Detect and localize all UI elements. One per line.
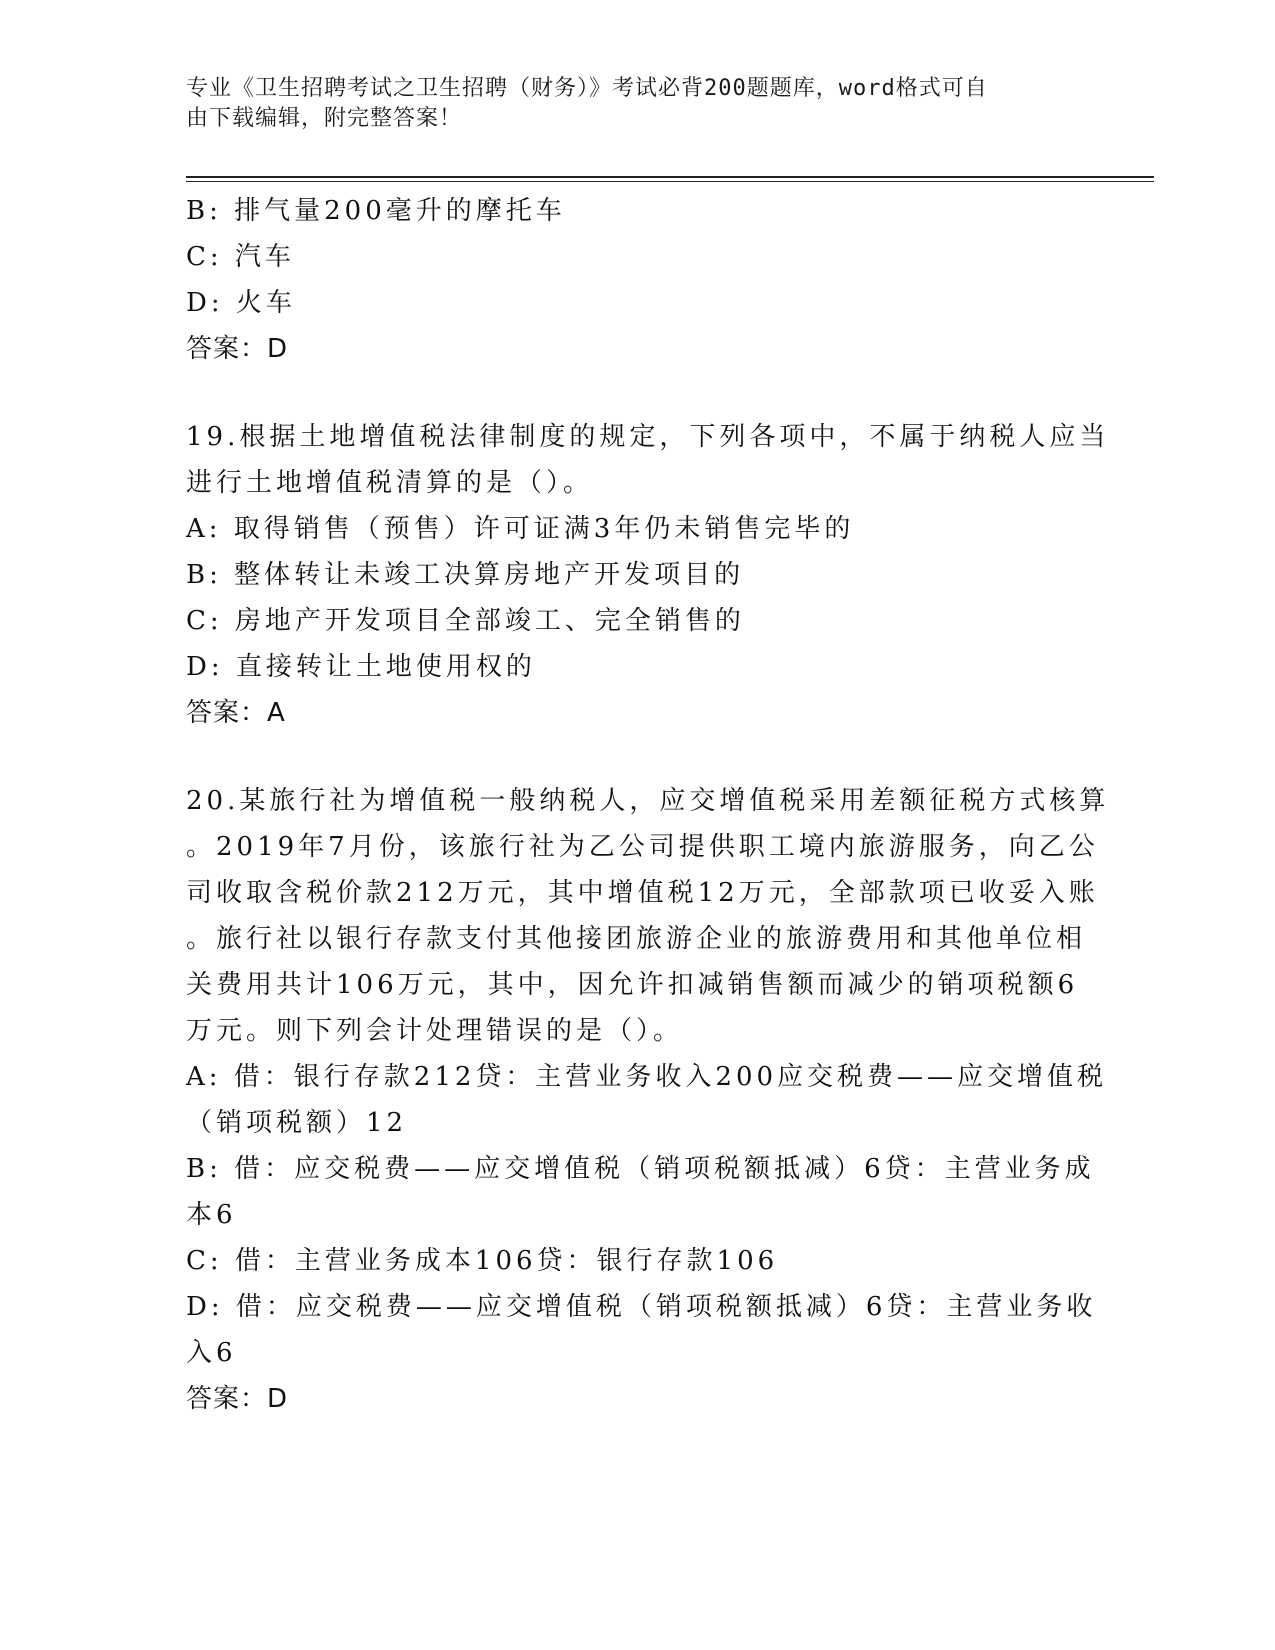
document-body <box>186 188 1110 1422</box>
header-line: 专业《卫生招聘考试之卫生招聘（财务）》考试必背200题题库，word格式可自 <box>186 76 988 101</box>
question-text: 。旅行社以银行存款支付其他接团旅游企业的旅游费用和其他单位相 <box>186 924 1087 954</box>
option-b: B: 借：应交税费——应交增值税（销项税额抵减）6贷：主营业务成 <box>186 1154 1095 1184</box>
option-d: D: 借：应交税费——应交增值税（销项税额抵减）6贷：主营业务收 <box>186 1292 1097 1322</box>
option-c: C: 汽车 <box>186 242 295 272</box>
question-spacer <box>186 372 1066 414</box>
header-divider <box>186 176 1154 182</box>
question-text: 。2019年7月份，该旅行社为乙公司提供职工境内旅游服务，向乙公 <box>186 832 1099 862</box>
option-d-continued: 入6 <box>186 1338 237 1368</box>
option-b-continued: 本6 <box>186 1200 237 1230</box>
question-text: 进行土地增值税清算的是（）。 <box>186 468 594 498</box>
question-text: 万元。则下列会计处理错误的是（）。 <box>186 1016 684 1046</box>
document-header <box>186 74 1066 134</box>
option-c: C: 借：主营业务成本106贷：银行存款106 <box>186 1246 779 1276</box>
question-text: 20.某旅行社为增值税一般纳税人，应交增值税采用差额征税方式核算 <box>186 786 1110 816</box>
answer-line: 答案：D <box>186 334 289 364</box>
question-text: 关费用共计106万元，其中，因允许扣减销售额而减少的销项税额6 <box>186 970 1079 1000</box>
answer-line: 答案：A <box>186 698 286 728</box>
question-spacer <box>186 736 1066 778</box>
question-block-20 <box>186 778 1110 1422</box>
option-d: D: 火车 <box>186 288 296 318</box>
option-b: B: 整体转让未竣工决算房地产开发项目的 <box>186 560 745 590</box>
option-d: D: 直接转让土地使用权的 <box>186 652 536 682</box>
question-text: 司收取含税价款212万元，其中增值税12万元，全部款项已收妥入账 <box>186 878 1099 908</box>
answer-line: 答案：D <box>186 1384 289 1414</box>
option-c: C: 房地产开发项目全部竣工、完全销售的 <box>186 606 745 636</box>
header-line: 由下载编辑，附完整答案！ <box>186 106 463 131</box>
option-a: A: 借：银行存款212贷：主营业务收入200应交税费——应交增值税 <box>186 1062 1108 1092</box>
option-b: B: 排气量200毫升的摩托车 <box>186 196 566 226</box>
question-block-19 <box>186 414 1110 736</box>
option-a-continued: （销项税额）12 <box>186 1108 408 1138</box>
question-text: 19.根据土地增值税法律制度的规定，下列各项中，不属于纳税人应当 <box>186 422 1110 452</box>
option-a: A: 取得销售（预售）许可证满3年仍未销售完毕的 <box>186 514 855 544</box>
question-block-18 <box>186 188 1066 372</box>
